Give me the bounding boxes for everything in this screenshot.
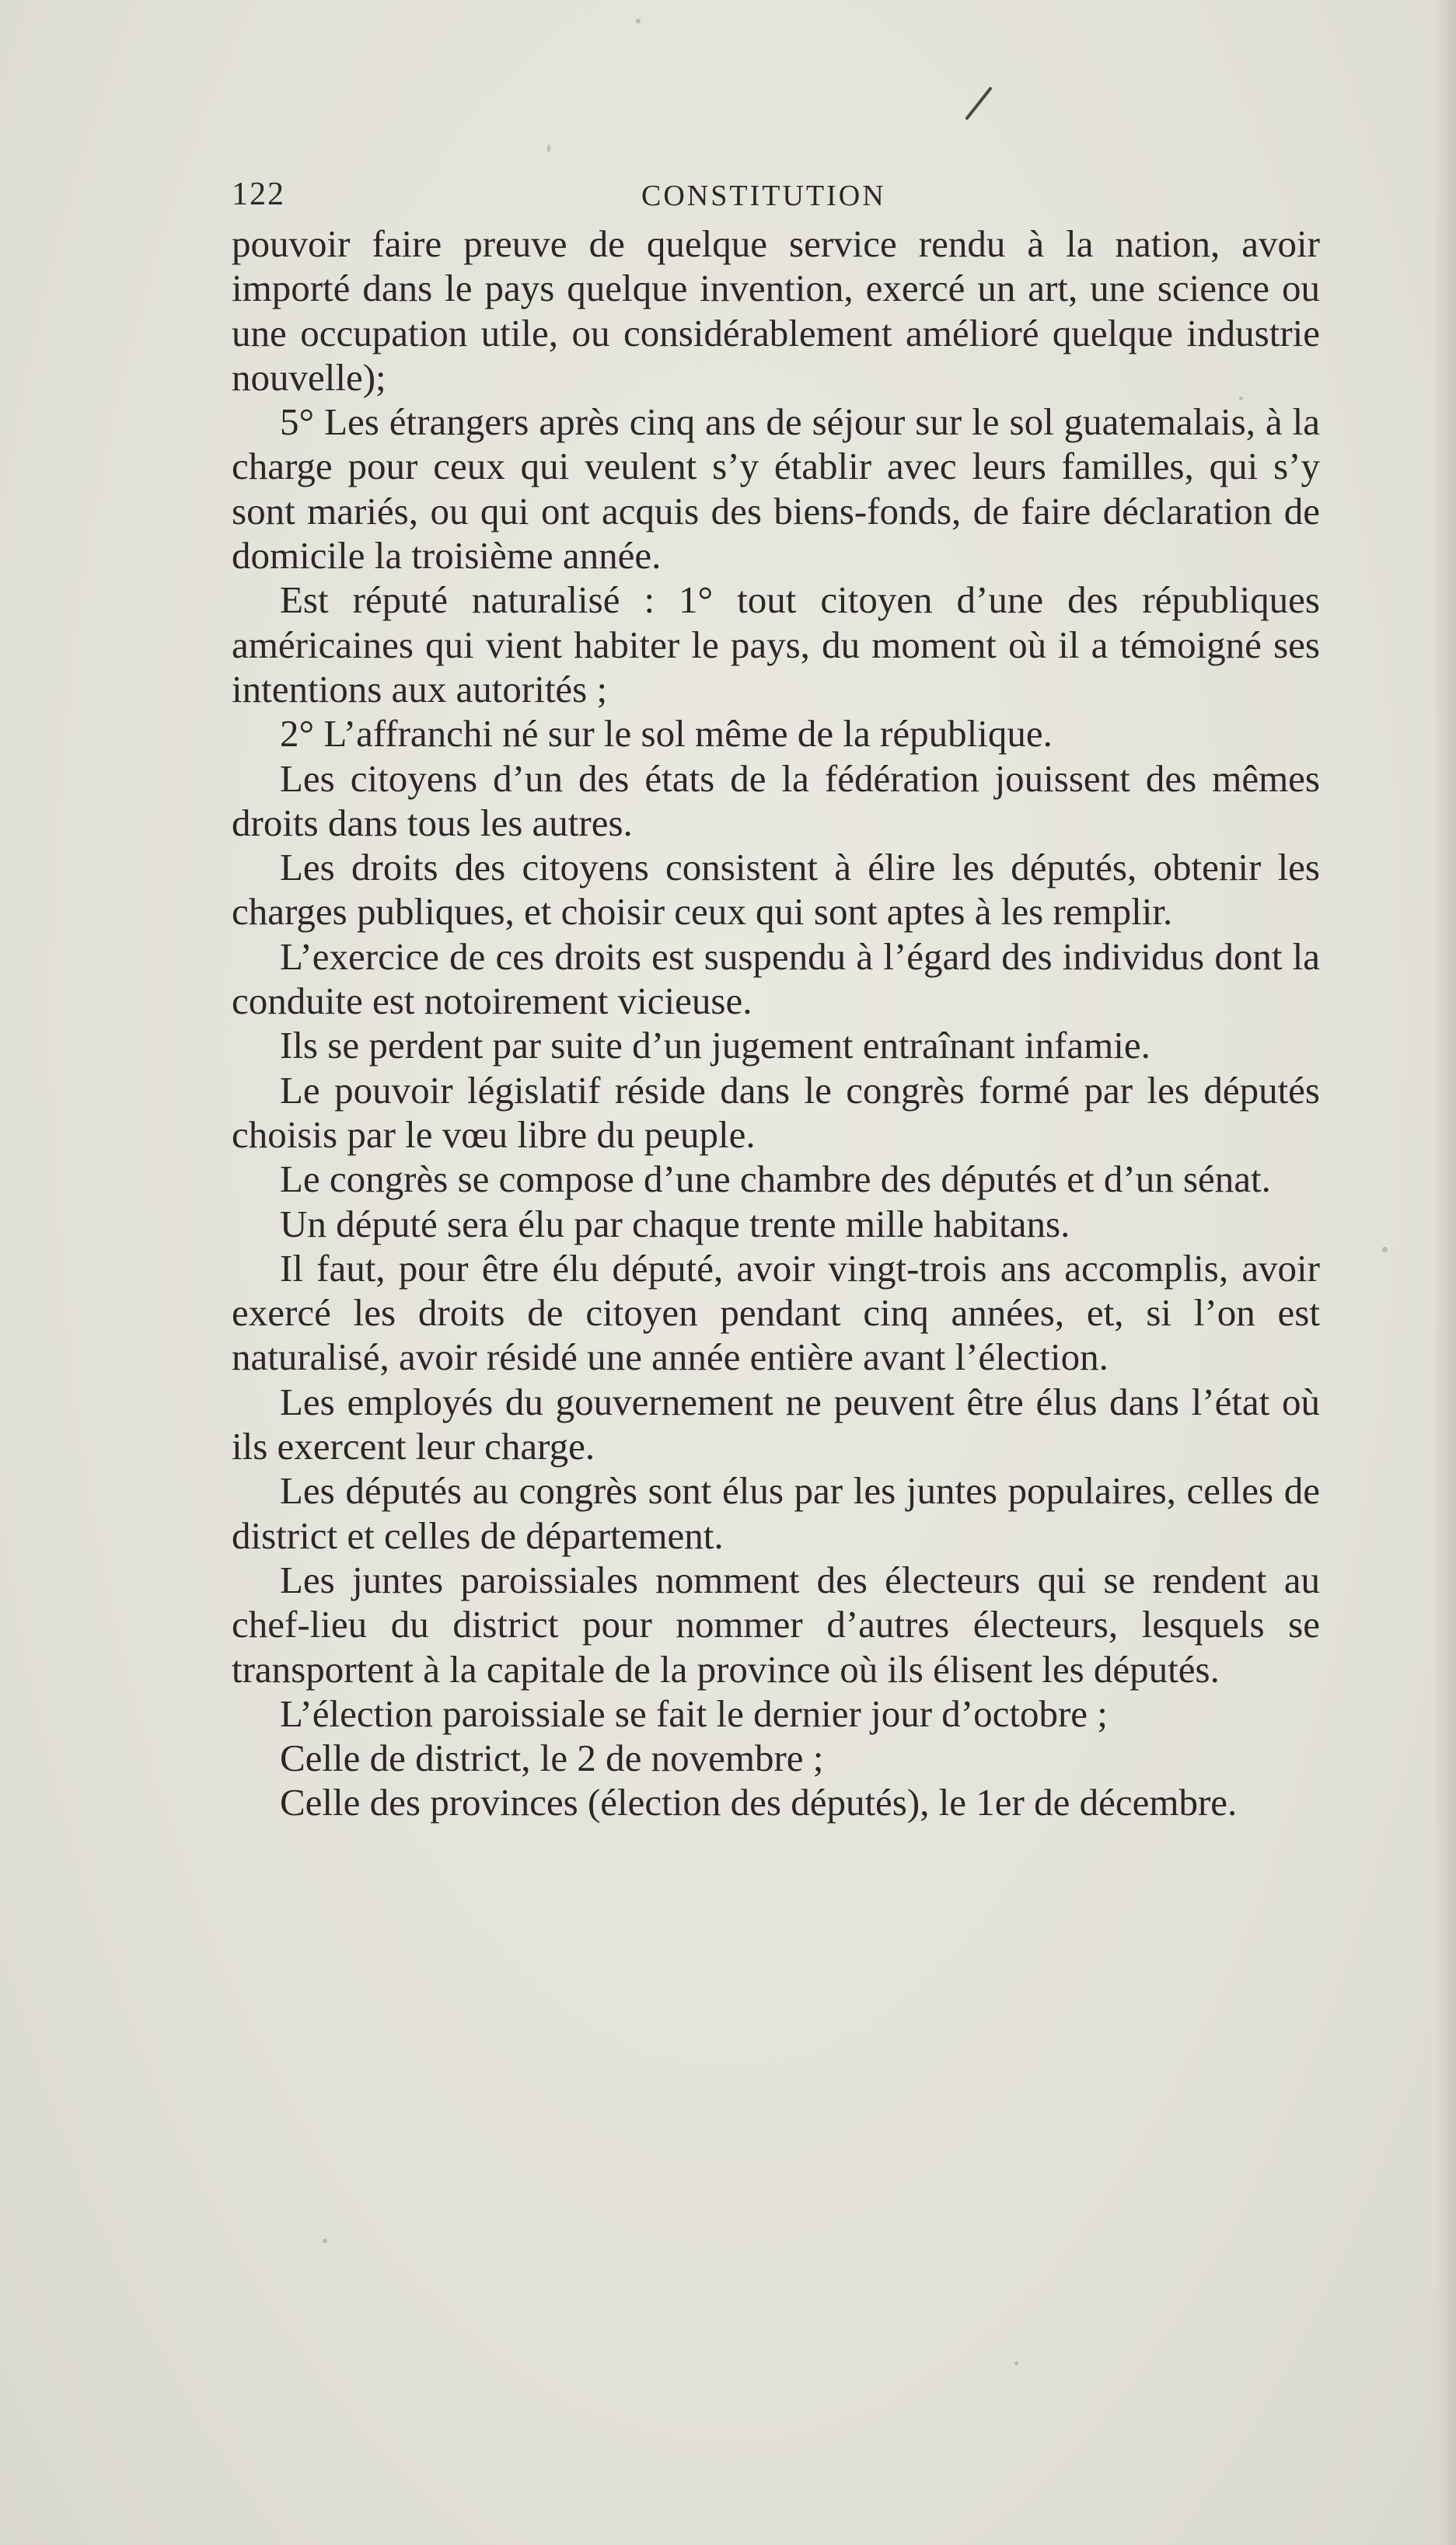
paragraph: Les employés du gouvernement ne peuvent être élus dans l’état où ils exercent leur charge. [232, 1380, 1320, 1468]
paragraph: Il faut, pour être élu député, avoir vingt-trois ans accomplis, avoir exercé les droits de citoyen pendant cinq années, et, si l’on est naturalisé, avoir résidé une année entière avant l’élection. [232, 1246, 1320, 1379]
page-header [232, 176, 1320, 222]
paper-speck [323, 2239, 327, 2243]
paragraph: Les députés au congrès sont élus par les juntes populaires, celles de district et celles de département. [232, 1469, 1320, 1557]
paper-speck [1014, 2362, 1018, 2365]
paragraph: Les droits des citoyens consistent à élire les députés, obtenir les charges publiques, et choisir ceux qui sont aptes à les remplir. [232, 846, 1320, 934]
paper-speck [1382, 1247, 1388, 1252]
paragraph: L’élection paroissiale se fait le dernier jour d’octobre ; [280, 1691, 1108, 1735]
paragraph: pouvoir faire preuve de quelque service rendu à la nation, avoir importé dans le pays quelque invention, exercé un art, une science ou une occupation utile, ou considérablement amélioré quelque industrie nouvelle); [232, 222, 1320, 399]
paper-speck [547, 145, 550, 152]
paper-speck [636, 19, 641, 23]
paragraph: 5° Les étrangers après cinq ans de séjour sur le sol guatemalais, à la charge pour ceux qui veulent s’y établir avec leurs familles, qui s’y sont mariés, ou qui ont acquis des biens-fonds, de faire déclaration de domicile la troisième année. [232, 400, 1320, 578]
paragraph: L’exercice de ces droits est suspendu à l’égard des individus dont la conduite est notoirement vicieuse. [232, 934, 1320, 1023]
paragraph: 2° L’affranchi né sur le sol même de la république. [280, 712, 1053, 756]
paragraph: Le congrès se compose d’une chambre des députés et d’un sénat. [280, 1157, 1271, 1201]
paragraph: Celle des provinces (élection des députés), le 1er de décembre. [280, 1781, 1238, 1824]
running-head: CONSTITUTION [641, 180, 886, 212]
paragraph: Un député sera élu par chaque trente mille habitans. [280, 1202, 1070, 1245]
paragraph: Le pouvoir législatif réside dans le congrès formé par les députés choisis par le vœu libre du peuple. [232, 1068, 1320, 1156]
body-text [232, 222, 1320, 1825]
page-number: 122 [232, 176, 285, 212]
paragraph: Celle de district, le 2 de novembre ; [280, 1737, 824, 1780]
paragraph: Ils se perdent par suite d’un jugement entraînant infamie. [280, 1024, 1150, 1067]
paragraph: Les juntes paroissiales nomment des électeurs qui se rendent au chef-lieu du district pour nommer d’autres électeurs, lesquels se transportent à la capitale de la province où ils élisent les députés. [232, 1558, 1320, 1691]
paragraph: Est réputé naturalisé : 1° tout citoyen d’une des républiques américaines qui vient habiter le pays, du moment où il a témoigné ses intentions aux autorités ; [232, 578, 1320, 710]
pencil-mark [962, 84, 995, 121]
page-edge [1436, 0, 1456, 2545]
paragraph: Les citoyens d’un des états de la fédération jouissent des mêmes droits dans tous les autres. [232, 756, 1320, 844]
